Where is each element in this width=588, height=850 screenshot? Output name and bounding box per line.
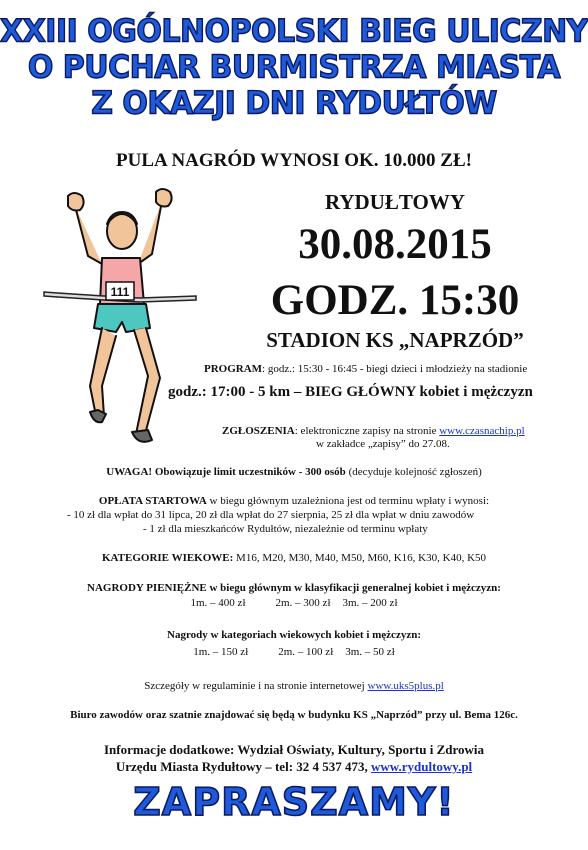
age-prize-1: 1m. – 150 zł [193, 646, 249, 658]
program-label: PROGRAM [204, 363, 263, 375]
race-office-info: Biuro zawodów oraz szatnie znajdować się będą w budynku KS „Naprzód” przy ul. Bema 126c. [70, 709, 518, 721]
title-line-1: XXIII OGÓLNOPOLSKI BIEG ULICZNY [0, 13, 588, 50]
program-line [204, 363, 527, 375]
money-prize-2: 2m. – 300 zł [275, 597, 331, 609]
age-prize-2: 2m. – 100 zł [278, 646, 334, 658]
categories-label: KATEGORIE WIEKOWE: [101, 552, 234, 564]
registration-deadline: w zakładce „zapisy” do 27.08. [316, 438, 450, 450]
fee-intro-text: w biegu głównym uzależniona jest od terminu wpłaty i wynosi: [206, 495, 490, 507]
main-run-line: godz.: 17:00 - 5 km – BIEG GŁÓWNY kobiet i mężczyzn [168, 384, 533, 400]
money-prizes-heading [0, 581, 588, 595]
additional-info-line-1: Informacje dodatkowe: Wydział Oświaty, Kultury, Sportu i Zdrowia [103, 742, 485, 757]
registration-line [222, 424, 525, 438]
registration-label: ZGŁOSZENIA [222, 425, 295, 437]
money-prizes-text: w biegu głównym w klasyfikacji generalnej kobiet i mężczyzn: [206, 582, 501, 594]
age-prizes-row [0, 645, 588, 659]
additional-info-text: Urzędu Miasta Rydułtowy – tel: 32 4 537 473, [115, 759, 372, 774]
registration-text: : elektroniczne zapisy na stronie [294, 425, 440, 437]
prize-pool: PULA NAGRÓD WYNOSI OK. 10.000 ZŁ! [116, 150, 472, 171]
categories-list: M16, M20, M30, M40, M50, M60, K16, K30, K40, K50 [233, 552, 487, 564]
event-venue: STADION KS „NAPRZÓD” [266, 328, 524, 352]
details-line [0, 679, 588, 693]
fee-label: OPŁATA STARTOWA [98, 495, 207, 507]
event-time: GODZ. 15:30 [270, 277, 520, 324]
program-kids: : godz.: 15:30 - 16:45 - biegi dzieci i młodzieży na stadionie [262, 363, 528, 375]
age-categories [0, 551, 588, 565]
age-prizes-heading: Nagrody w kategoriach wiekowych kobiet i mężczyzn: [167, 629, 421, 641]
fee-line-2: - 1 zł dla mieszkańców Rydułtów, niezależnie od terminu wpłaty [143, 523, 428, 535]
fee-line-1: - 10 zł dla wpłat do 31 lipca, 20 zł dla wpłat do 27 sierpnia, 25 zł dla wpłat w dniu zawodów [67, 509, 475, 521]
registration-link[interactable]: www.czasnachip.pl [439, 425, 525, 437]
event-date: 30.08.2015 [298, 221, 492, 268]
title-line-3: Z OKAZJI DNI RYDUŁTÓW [91, 85, 497, 122]
age-prize-3: 3m. – 50 zł [345, 646, 395, 658]
money-prize-1: 1m. – 400 zł [190, 597, 246, 609]
additional-info-line-2 [0, 759, 588, 775]
town-website-link[interactable]: www.rydultowy.pl [371, 759, 473, 774]
money-prize-3: 3m. – 200 zł [342, 597, 398, 609]
welcome-banner: ZAPRASZAMY! [133, 780, 455, 824]
fee-intro [0, 494, 588, 508]
limit-note: (decyduje kolejność zgłoszeń) [345, 466, 482, 478]
details-text: Szczegóły w regulaminie i na stronie internetowej [144, 680, 368, 692]
limit-bold: UWAGA! Obowiązuje limit uczestników - 300 osób [106, 466, 346, 478]
event-city: RYDUŁTOWY [324, 190, 466, 214]
runner-bib-number: 111 [110, 285, 130, 299]
participant-limit [0, 465, 588, 479]
money-prizes-label: NAGRODY PIENIĘŻNE [87, 582, 207, 594]
runner-illustration [40, 186, 200, 466]
details-link[interactable]: www.uks5plus.pl [367, 680, 444, 692]
title-line-2: O PUCHAR BURMISTRZA MIASTA [27, 49, 561, 86]
money-prizes-row [0, 596, 588, 610]
